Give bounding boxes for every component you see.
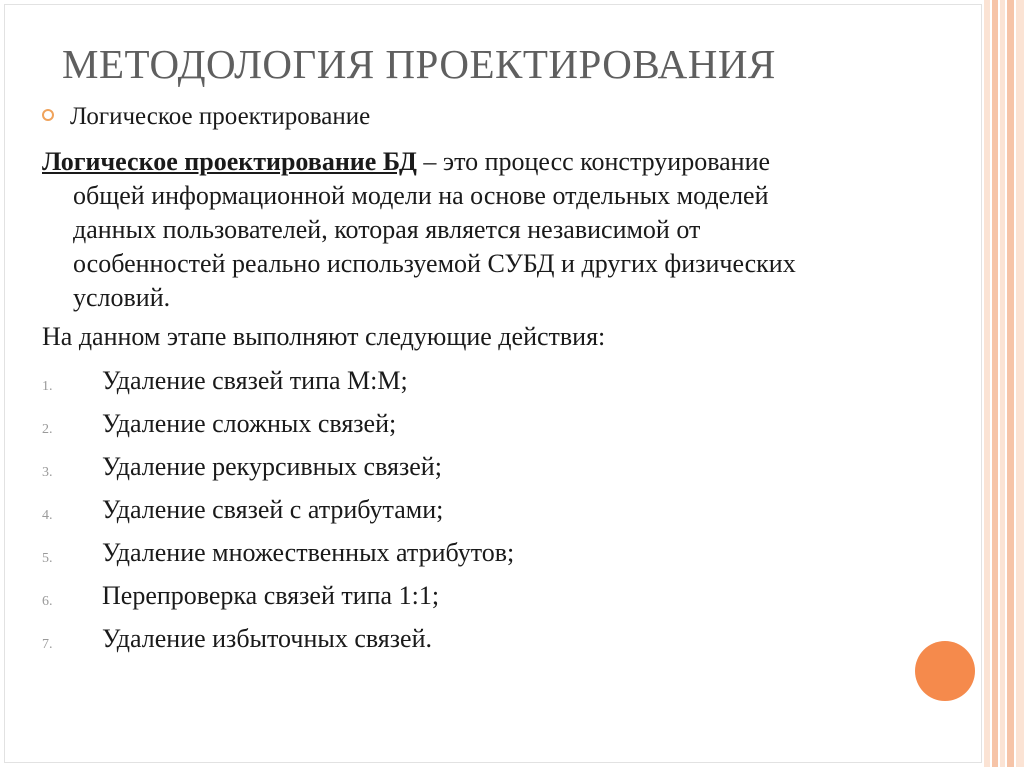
decorative-stripe [1007,0,1014,767]
bullet-item [42,103,370,131]
step-number: 2. [42,422,53,437]
definition-line: особенностей реально используемой СУБД и других физических [73,249,796,278]
step-number: 6. [42,594,53,609]
definition-term: Логическое проектирование БД [42,147,417,176]
step-number: 3. [42,465,53,480]
definition-paragraph [42,145,974,315]
step-text: Удаление рекурсивных связей; [102,452,442,481]
decorative-stripe [1016,0,1024,767]
ring-bullet-icon [42,109,54,121]
step-number: 5. [42,551,53,566]
definition-first-line: – это процесс конструирование [416,147,771,176]
definition-line [42,145,974,179]
step-number: 7. [42,637,53,652]
definition-line: общей информационной модели на основе отдельных моделей [73,181,769,210]
step-text: Удаление множественных атрибутов; [102,538,515,567]
step-text: Удаление избыточных связей. [102,624,432,653]
step-text: Перепроверка связей типа 1:1; [102,581,440,610]
definition-line: данных пользователей, которая является независимой от [73,215,701,244]
step-text: Удаление связей типа М:М; [102,366,408,395]
decorative-stripe [992,0,998,767]
step-number: 4. [42,508,53,523]
definition-line: условий. [73,283,171,312]
decorative-stripe [1000,0,1005,767]
steps-intro: На данном этапе выполняют следующие действия: [42,322,606,351]
decorative-circle [915,641,975,701]
bullet-text: Логическое проектирование [70,103,371,130]
slide-title: МЕТОДОЛОГИЯ ПРОЕКТИРОВАНИЯ [62,41,776,87]
step-number: 1. [42,379,53,394]
step-text: Удаление связей с атрибутами; [102,495,444,524]
decorative-stripe [984,0,990,767]
step-text: Удаление сложных связей; [102,409,397,438]
